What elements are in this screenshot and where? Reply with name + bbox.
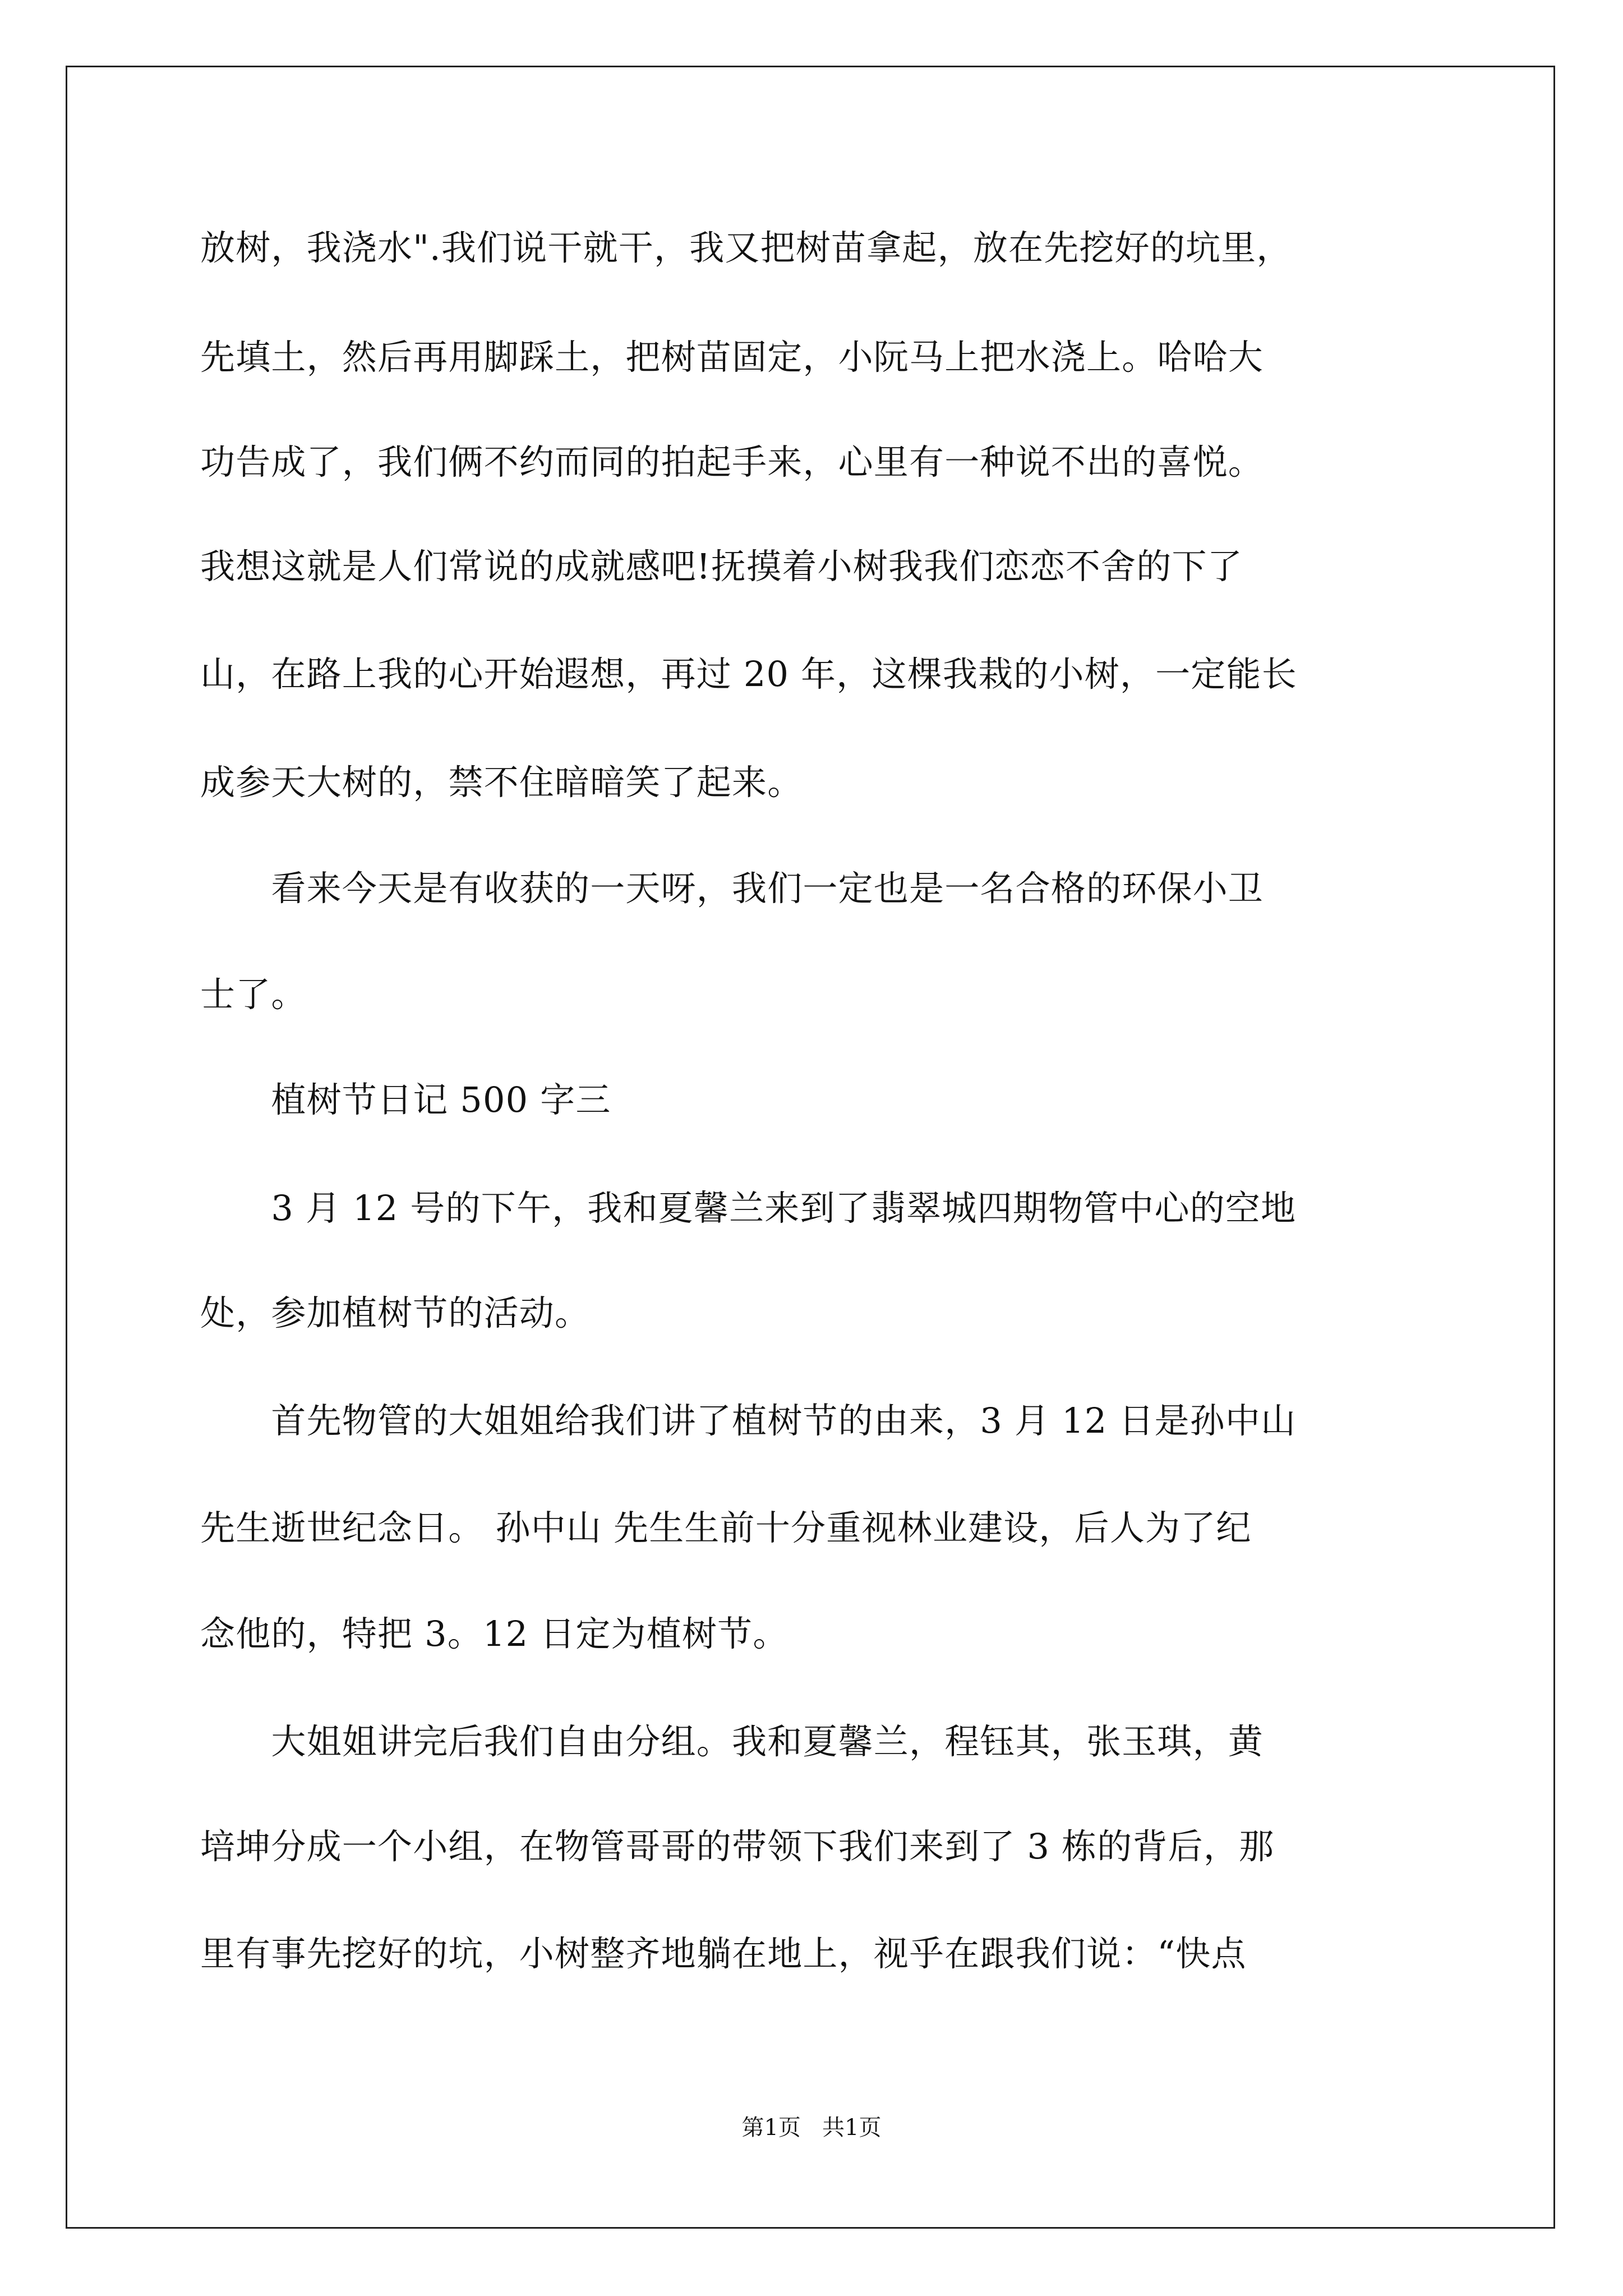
text-line: 培坤分成一个小组，在物管哥哥的带领下我们来到了 3 栋的背后，那 bbox=[200, 1826, 1275, 1867]
text-line: 里有事先挖好的坑，小树整齐地躺在地上，视乎在跟我们说：“快点 bbox=[200, 1933, 1247, 1974]
text-line: 看来今天是有收获的一天呀，我们一定也是一名合格的环保小卫 bbox=[200, 868, 1264, 909]
text-line: 植树节日记 500 字三 bbox=[200, 1079, 611, 1120]
text-line: 功告成了，我们俩不约而同的拍起手来，心里有一种说不出的喜悦。 bbox=[200, 441, 1264, 482]
text-line: 先填土，然后再用脚踩土，把树苗固定，小阮马上把水浇上。哈哈大 bbox=[200, 337, 1264, 378]
text-line: 士了。 bbox=[200, 974, 307, 1015]
text-line: 处，参加植树节的活动。 bbox=[200, 1292, 591, 1333]
page-border bbox=[66, 66, 1555, 2229]
page-footer: 第1页 共1页 bbox=[741, 2115, 882, 2141]
text-line: 山，在路上我的心开始遐想，再过 20 年，这棵我栽的小树，一定能长 bbox=[200, 654, 1297, 694]
text-line: 大姐姐讲完后我们自由分组。我和夏馨兰，程钰其，张玉琪，黄 bbox=[200, 1721, 1264, 1762]
text-line: 成参天大树的，禁不住暗暗笑了起来。 bbox=[200, 762, 803, 803]
text-line: 我想这就是人们常说的成就感吧!抚摸着小树我我们恋恋不舍的下了 bbox=[200, 546, 1243, 587]
text-line: 先生逝世纪念日。 孙中山 先生生前十分重视林业建设，后人为了纪 bbox=[200, 1507, 1252, 1548]
text-line: 放树，我浇水".我们说干就干，我又把树苗拿起，放在先挖好的坑里， bbox=[200, 227, 1292, 268]
text-line: 首先物管的大姐姐给我们讲了植树节的由来，3 月 12 日是孙中山 bbox=[200, 1400, 1297, 1441]
text-line: 念他的，特把 3。12 日定为植树节。 bbox=[200, 1613, 789, 1654]
text-line: 3 月 12 号的下午，我和夏馨兰来到了翡翠城四期物管中心的空地 bbox=[200, 1188, 1297, 1228]
